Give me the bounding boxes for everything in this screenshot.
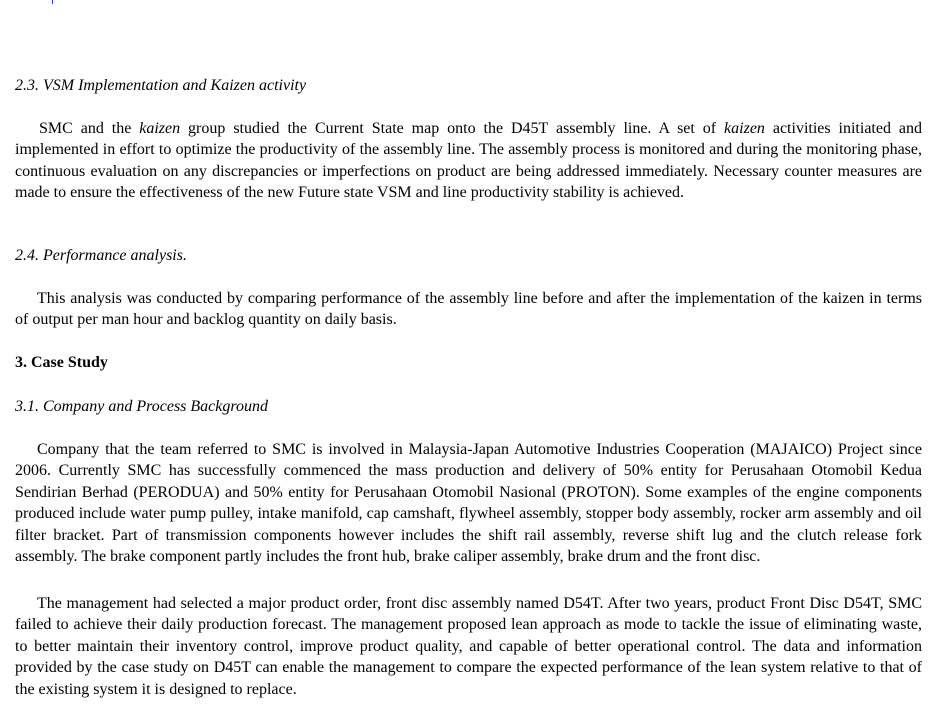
text-run: activities initiated and implemented in effort to optimize the productivity of the assembly line. The assembly process is monitored and during the monitoring phase, continuous evaluation on any discrepancies or imperfections on product are being addressed immediately. Necessary counter measures are made to ensure the effectiveness of the new Future state VSM and line productivity stability is achieved. [15, 120, 923, 202]
emphasis-kaizen: kaizen [139, 120, 181, 137]
paragraph-product-order: The management had selected a major product order, front disc assembly named D54T. After two years, product Front Disc D54T, SMC failed to achieve their daily production forecast. The management proposed lean approach as mode to tackle the issue of eliminating waste, to better maintain their inventory control, improve product quality, and capable of better operational control. The data and information provided by the case study on D45T can enable the management to compare the expected performance of the lean system relative to that of the existing system it is designed to replace. [15, 595, 922, 698]
section-heading-3-1: 3.1. Company and Process Background [15, 398, 268, 415]
section-heading-2-3: 2.3. VSM Implementation and Kaizen activity [15, 77, 307, 94]
top-edge-mark [52, 0, 53, 4]
paragraph-vsm-implementation [15, 118, 922, 204]
section-heading-3: 3. Case Study [15, 354, 108, 371]
section-heading-2-4: 2.4. Performance analysis. [15, 247, 187, 264]
paragraph-company-background: Company that the team referred to SMC is involved in Malaysia-Japan Automotive Industries Cooperation (MAJAICO) Project since 2006. Currently SMC has successfully commenced the mass production and delivery of 50% entity for Perusahaan Otomobil Kedua Sendirian Berhad (PERODUA) and 50% entity for Perusahaan Otomobil Nasional (PROTON). Some examples of the engine components produced include water pump pulley, intake manifold, cap camshaft, flywheel assembly, stopper body assembly, rocker arm assembly and oil filter bracket. Part of transmission components however includes the shift rail assembly, reverse shift lug and the clutch release fork assembly. The brake component partly includes the front hub, brake caliper assembly, brake drum and the front disc. [15, 441, 922, 566]
emphasis-kaizen: kaizen [724, 120, 765, 137]
text-run: group studied the Current State map onto the D45T assembly line. A set of [180, 120, 725, 137]
paragraph-performance-analysis: This analysis was conducted by comparing performance of the assembly line before and after the implementation of the kaizen in terms of output per man hour and backlog quantity on daily basis. [15, 290, 922, 329]
text-run: SMC and the [39, 120, 140, 137]
